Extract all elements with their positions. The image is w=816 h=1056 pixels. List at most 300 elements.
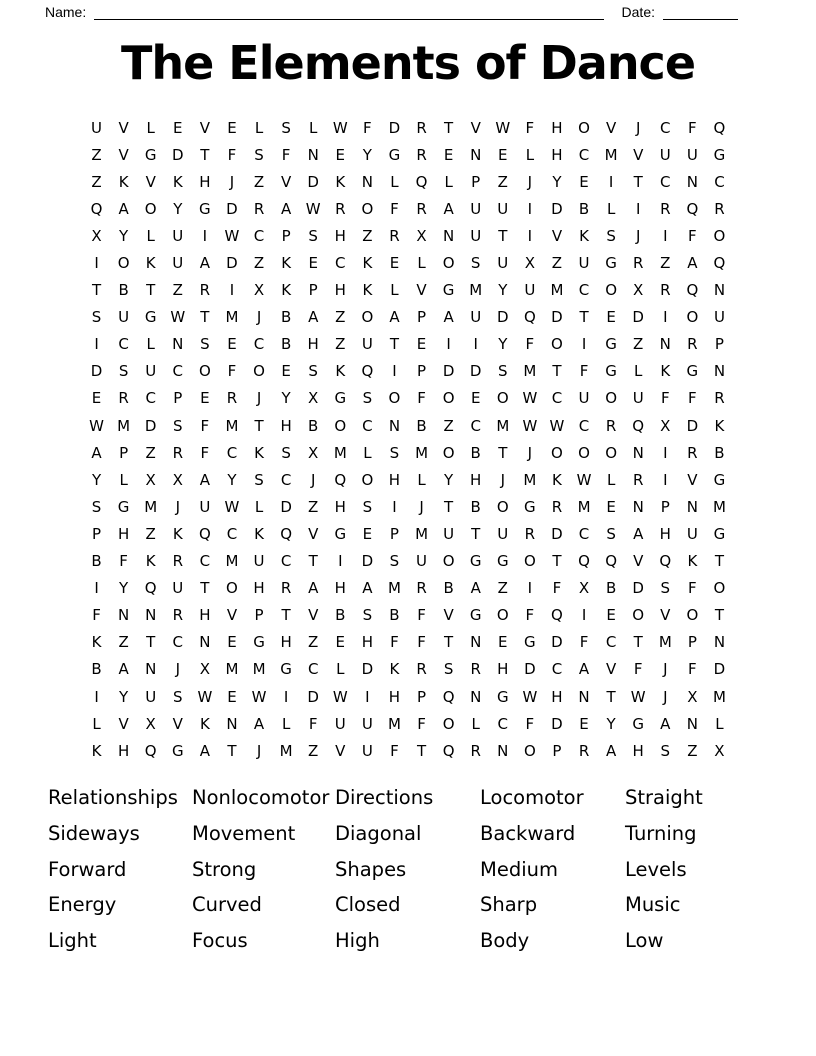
grid-letter: S — [389, 443, 400, 462]
grid-letter: J — [256, 741, 262, 760]
grid-letter: Y — [552, 172, 562, 191]
grid-letter: G — [117, 497, 130, 516]
grid-letter: A — [308, 579, 319, 598]
grid-letter: E — [362, 524, 373, 543]
grid-letter: F — [579, 633, 589, 652]
grid-letter: O — [117, 254, 130, 273]
grid-letter: N — [686, 497, 698, 516]
grid-letter: L — [417, 470, 426, 489]
grid-letter: O — [226, 579, 238, 598]
grid-letter: F — [92, 606, 101, 625]
grid-letter: T — [498, 443, 508, 462]
grid-letter: K — [687, 552, 698, 571]
grid-letter: L — [92, 714, 101, 733]
grid-letter: L — [119, 470, 128, 489]
grid-letter: N — [145, 606, 157, 625]
word-bank-item: Movement — [192, 821, 296, 845]
grid-letter: C — [660, 172, 671, 191]
grid-letter: L — [634, 362, 643, 381]
word-bank-item: Straight — [625, 786, 703, 810]
grid-letter: C — [172, 362, 184, 381]
grid-letter: N — [470, 145, 482, 164]
grid-letter: A — [633, 524, 644, 543]
grid-letter: R — [416, 660, 427, 679]
grid-letter: I — [581, 335, 587, 354]
grid-letter: K — [118, 172, 129, 191]
grid-letter: L — [146, 118, 155, 137]
grid-letter: Q — [523, 308, 536, 327]
grid-letter: H — [280, 633, 292, 652]
grid-letter: D — [551, 308, 563, 327]
grid-letter: Q — [334, 470, 347, 489]
grid-letter: T — [146, 281, 156, 300]
grid-letter: V — [416, 281, 427, 300]
grid-letter: T — [606, 687, 616, 706]
grid-letter: C — [578, 524, 590, 543]
grid-letter: E — [606, 497, 616, 516]
grid-letter: N — [713, 281, 726, 300]
grid-letter: S — [606, 226, 616, 245]
grid-letter: G — [469, 606, 482, 625]
grid-letter: I — [94, 254, 99, 273]
grid-letter: G — [713, 145, 726, 164]
grid-letter: K — [145, 254, 156, 273]
grid-letter: X — [199, 660, 210, 679]
grid-letter: C — [578, 145, 590, 164]
grid-letter: L — [606, 470, 616, 489]
grid-letter: R — [416, 579, 427, 598]
grid-letter: F — [688, 118, 697, 137]
grid-letter: A — [199, 254, 210, 273]
grid-letter: E — [281, 362, 291, 381]
grid-letter: A — [605, 741, 617, 760]
grid-letter: M — [225, 308, 239, 327]
grid-letter: V — [199, 118, 210, 137]
grid-letter: S — [308, 362, 318, 381]
grid-letter: K — [281, 281, 292, 300]
grid-letter: F — [308, 714, 318, 733]
grid-letter: G — [334, 524, 347, 543]
grid-letter: P — [714, 335, 724, 354]
grid-letter: K — [254, 443, 264, 462]
word-bank-item: Focus — [192, 929, 248, 953]
grid-letter: V — [633, 552, 644, 571]
grid-letter: T — [633, 633, 643, 652]
grid-letter: B — [416, 416, 427, 435]
grid-letter: R — [172, 606, 183, 625]
grid-letter: E — [470, 389, 481, 408]
grid-letter: J — [527, 172, 533, 191]
grid-letter: W — [522, 416, 538, 435]
grid-letter: C — [335, 254, 346, 273]
grid-letter: O — [442, 254, 455, 273]
grid-letter: T — [444, 497, 454, 516]
grid-letter: V — [172, 714, 183, 733]
grid-letter: M — [523, 362, 537, 381]
grid-letter: V — [605, 118, 617, 137]
grid-letter: G — [713, 524, 726, 543]
grid-letter: Z — [91, 172, 102, 191]
grid-letter: Z — [497, 172, 508, 191]
grid-letter: I — [94, 687, 99, 706]
grid-letter: H — [253, 579, 265, 598]
grid-letter: K — [172, 524, 183, 543]
grid-letter: S — [91, 497, 102, 516]
grid-letter: V — [335, 741, 346, 760]
grid-letter: H — [361, 633, 373, 652]
grid-letter: L — [254, 497, 264, 516]
grid-letter: J — [635, 118, 641, 137]
grid-letter: R — [416, 145, 427, 164]
grid-letter: K — [172, 172, 183, 191]
grid-letter: M — [712, 687, 726, 706]
grid-letter: V — [470, 118, 481, 137]
grid-letter: M — [604, 145, 618, 164]
grid-letter: N — [145, 660, 157, 679]
grid-letter: D — [551, 199, 563, 218]
grid-letter: B — [308, 416, 319, 435]
grid-letter: U — [361, 335, 373, 354]
grid-letter: F — [660, 389, 670, 408]
grid-letter: Z — [253, 172, 265, 191]
grid-letter: V — [308, 524, 319, 543]
word-bank-item: Sharp — [480, 893, 538, 917]
grid-letter: K — [660, 362, 671, 381]
grid-letter: A — [362, 579, 373, 598]
grid-letter: N — [686, 172, 698, 191]
grid-letter: S — [498, 362, 508, 381]
grid-letter: Q — [144, 741, 157, 760]
grid-letter: M — [577, 497, 591, 516]
grid-letter: I — [663, 470, 668, 489]
grid-letter: F — [525, 714, 535, 733]
grid-letter: L — [390, 172, 399, 191]
grid-letter: M — [550, 281, 564, 300]
grid-letter: B — [280, 308, 292, 327]
grid-letter: M — [387, 579, 401, 598]
grid-letter: E — [416, 335, 427, 354]
grid-letter: L — [254, 118, 264, 137]
grid-letter: K — [714, 416, 725, 435]
date-blank-line — [663, 5, 738, 20]
grid-letter: C — [280, 470, 292, 489]
grid-letter: W — [576, 470, 592, 489]
grid-letter: W — [305, 199, 321, 218]
grid-letter: U — [686, 145, 698, 164]
grid-letter: N — [226, 714, 238, 733]
grid-letter: X — [145, 470, 156, 489]
grid-letter: I — [365, 687, 370, 706]
grid-letter: A — [199, 470, 210, 489]
grid-letter: L — [146, 335, 155, 354]
grid-letter: N — [443, 226, 455, 245]
grid-letter: T — [633, 172, 643, 191]
grid-letter: U — [713, 308, 725, 327]
grid-letter: J — [175, 660, 180, 679]
grid-letter: Q — [605, 552, 618, 571]
grid-letter: S — [118, 362, 129, 381]
grid-letter: K — [579, 226, 589, 245]
grid-letter: A — [280, 199, 292, 218]
grid-letter: I — [473, 335, 478, 354]
grid-letter: H — [470, 470, 482, 489]
grid-letter: Q — [713, 254, 726, 273]
grid-letter: Z — [145, 443, 156, 462]
grid-letter: N — [578, 687, 590, 706]
grid-letter: B — [470, 443, 481, 462]
grid-letter: V — [226, 606, 238, 625]
grid-letter: D — [90, 362, 103, 381]
grid-letter: C — [578, 281, 590, 300]
grid-letter: X — [91, 226, 102, 245]
grid-letter: J — [635, 226, 641, 245]
grid-letter: C — [118, 335, 129, 354]
grid-letter: M — [387, 714, 401, 733]
grid-letter: X — [633, 281, 644, 300]
word-bank-item: Nonlocomotor — [192, 786, 330, 810]
grid-letter: S — [173, 416, 183, 435]
grid-letter: T — [308, 552, 318, 571]
grid-letter: M — [252, 660, 266, 679]
grid-letter: H — [199, 606, 211, 625]
grid-letter: X — [660, 416, 671, 435]
grid-letter: Z — [308, 633, 319, 652]
grid-letter: Z — [362, 226, 373, 245]
grid-letter: G — [605, 362, 617, 381]
grid-letter: M — [225, 416, 239, 435]
word-bank-item: Low — [625, 929, 664, 953]
grid-letter: A — [253, 714, 265, 733]
grid-letter: H — [334, 281, 346, 300]
grid-letter: L — [336, 660, 345, 679]
grid-letter: Y — [498, 335, 508, 354]
grid-letter: P — [389, 524, 399, 543]
grid-letter: Q — [415, 172, 428, 191]
grid-letter: O — [198, 362, 211, 381]
grid-letter: Q — [659, 552, 672, 571]
grid-letter: U — [497, 524, 509, 543]
grid-letter: W — [89, 416, 104, 435]
grid-letter: T — [552, 362, 562, 381]
grid-letter: R — [253, 199, 265, 218]
grid-letter: H — [497, 660, 509, 679]
grid-letter: D — [551, 524, 563, 543]
grid-letter: H — [551, 118, 563, 137]
grid-letter: Y — [119, 579, 129, 598]
grid-letter: W — [251, 687, 267, 706]
grid-letter: B — [443, 579, 454, 598]
grid-letter: E — [227, 335, 237, 354]
grid-letter: G — [469, 552, 482, 571]
grid-letter: J — [663, 687, 668, 706]
grid-letter: Y — [281, 389, 291, 408]
grid-letter: Q — [442, 741, 455, 760]
grid-letter: I — [527, 199, 533, 218]
grid-letter: Y — [227, 470, 237, 489]
grid-letter: F — [579, 362, 589, 381]
grid-letter: M — [225, 552, 239, 571]
grid-letter: A — [118, 199, 129, 218]
grid-letter: M — [496, 416, 510, 435]
grid-letter: J — [310, 470, 316, 489]
grid-letter: B — [605, 579, 617, 598]
grid-letter: U — [361, 741, 373, 760]
grid-letter: W — [332, 118, 348, 137]
grid-letter: O — [523, 552, 536, 571]
grid-letter: K — [552, 470, 562, 489]
grid-letter: D — [226, 254, 238, 273]
grid-letter: Y — [91, 470, 102, 489]
grid-letter: R — [335, 199, 346, 218]
grid-letter: E — [173, 118, 183, 137]
grid-letter: Z — [308, 741, 319, 760]
grid-letter: R — [578, 741, 590, 760]
grid-letter: F — [525, 335, 535, 354]
grid-letter: B — [578, 199, 590, 218]
grid-letter: F — [390, 199, 399, 218]
grid-letter: Y — [173, 199, 183, 218]
grid-letter: I — [283, 687, 289, 706]
grid-letter: K — [145, 552, 156, 571]
word-bank-item: Directions — [335, 786, 434, 810]
grid-letter: T — [254, 416, 264, 435]
grid-letter: U — [145, 362, 157, 381]
grid-letter: Y — [444, 470, 454, 489]
grid-letter: D — [632, 308, 644, 327]
grid-letter: D — [524, 660, 536, 679]
grid-letter: O — [253, 362, 265, 381]
grid-letter: P — [308, 281, 318, 300]
grid-letter: E — [91, 389, 102, 408]
grid-letter: U — [91, 118, 103, 137]
grid-letter: Z — [253, 254, 265, 273]
grid-letter: S — [389, 552, 400, 571]
grid-letter: V — [551, 226, 563, 245]
grid-letter: U — [686, 524, 698, 543]
grid-letter: A — [199, 741, 210, 760]
grid-letter: T — [91, 281, 102, 300]
grid-letter: G — [713, 470, 726, 489]
grid-letter: A — [91, 443, 102, 462]
grid-letter: P — [552, 741, 562, 760]
grid-letter: S — [254, 145, 264, 164]
grid-letter: L — [146, 226, 155, 245]
grid-letter: I — [527, 226, 533, 245]
grid-letter: N — [172, 335, 184, 354]
grid-letter: V — [118, 118, 129, 137]
grid-letter: A — [660, 714, 671, 733]
grid-letter: I — [229, 281, 235, 300]
grid-letter: R — [687, 443, 698, 462]
grid-letter: Y — [498, 281, 508, 300]
grid-letter: T — [444, 633, 454, 652]
grid-letter: W — [549, 416, 565, 435]
grid-letter: O — [442, 552, 455, 571]
grid-letter: Q — [632, 416, 645, 435]
grid-letter: K — [335, 172, 346, 191]
grid-letter: U — [470, 308, 482, 327]
grid-letter: R — [118, 389, 129, 408]
grid-letter: O — [496, 389, 509, 408]
grid-letter: J — [256, 308, 262, 327]
grid-letter: Q — [442, 687, 455, 706]
grid-letter: U — [199, 497, 211, 516]
word-bank — [0, 780, 816, 959]
grid-letter: W — [224, 497, 240, 516]
grid-letter: P — [254, 606, 264, 625]
word-bank-item: Body — [480, 929, 530, 953]
grid-letter: R — [660, 281, 671, 300]
grid-letter: E — [443, 145, 454, 164]
grid-letter: S — [173, 687, 183, 706]
grid-letter: P — [119, 443, 129, 462]
grid-letter: E — [227, 687, 237, 706]
grid-letter: K — [91, 741, 102, 760]
grid-letter: M — [279, 741, 293, 760]
grid-letter: H — [117, 524, 130, 543]
grid-letter: L — [525, 145, 535, 164]
name-blank-line — [94, 5, 603, 20]
grid-letter: A — [687, 254, 698, 273]
word-bank-item: Energy — [48, 893, 117, 917]
grid-letter: T — [471, 524, 481, 543]
grid-letter: P — [173, 389, 183, 408]
grid-letter: U — [253, 552, 265, 571]
grid-letter: Q — [686, 199, 699, 218]
grid-letter: P — [417, 687, 427, 706]
grid-letter: X — [308, 443, 319, 462]
grid-letter: T — [444, 118, 454, 137]
word-bank-item: Closed — [335, 893, 401, 917]
grid-letter: D — [686, 416, 699, 435]
grid-letter: E — [308, 254, 318, 273]
grid-letter: D — [307, 172, 319, 191]
grid-letter: V — [660, 606, 671, 625]
grid-letter: C — [199, 552, 211, 571]
grid-letter: O — [686, 308, 699, 327]
word-bank-column — [625, 780, 776, 959]
grid-letter: S — [443, 660, 454, 679]
grid-letter: M — [415, 443, 429, 462]
grid-letter: H — [334, 226, 346, 245]
grid-letter: S — [660, 741, 671, 760]
grid-letter: P — [660, 497, 670, 516]
grid-letter: X — [416, 226, 427, 245]
word-bank-item: Relationships — [48, 786, 178, 810]
grid-letter: E — [606, 606, 616, 625]
grid-letter: K — [199, 714, 210, 733]
grid-letter: E — [389, 254, 400, 273]
grid-letter: R — [416, 118, 427, 137]
date-label: Date: — [621, 4, 655, 20]
grid-letter: Q — [686, 281, 699, 300]
grid-letter: O — [713, 579, 726, 598]
grid-letter: M — [469, 281, 483, 300]
grid-letter: B — [335, 606, 346, 625]
grid-letter: V — [280, 172, 292, 191]
grid-letter: E — [335, 145, 346, 164]
grid-letter: D — [713, 660, 726, 679]
word-bank-item: High — [335, 929, 380, 953]
grid-letter: R — [632, 470, 644, 489]
grid-letter: E — [579, 172, 589, 191]
grid-letter: G — [199, 199, 211, 218]
grid-letter: R — [199, 281, 211, 300]
grid-letter: G — [605, 254, 617, 273]
grid-letter: U — [470, 226, 482, 245]
grid-letter: R — [632, 254, 644, 273]
grid-letter: U — [578, 389, 590, 408]
